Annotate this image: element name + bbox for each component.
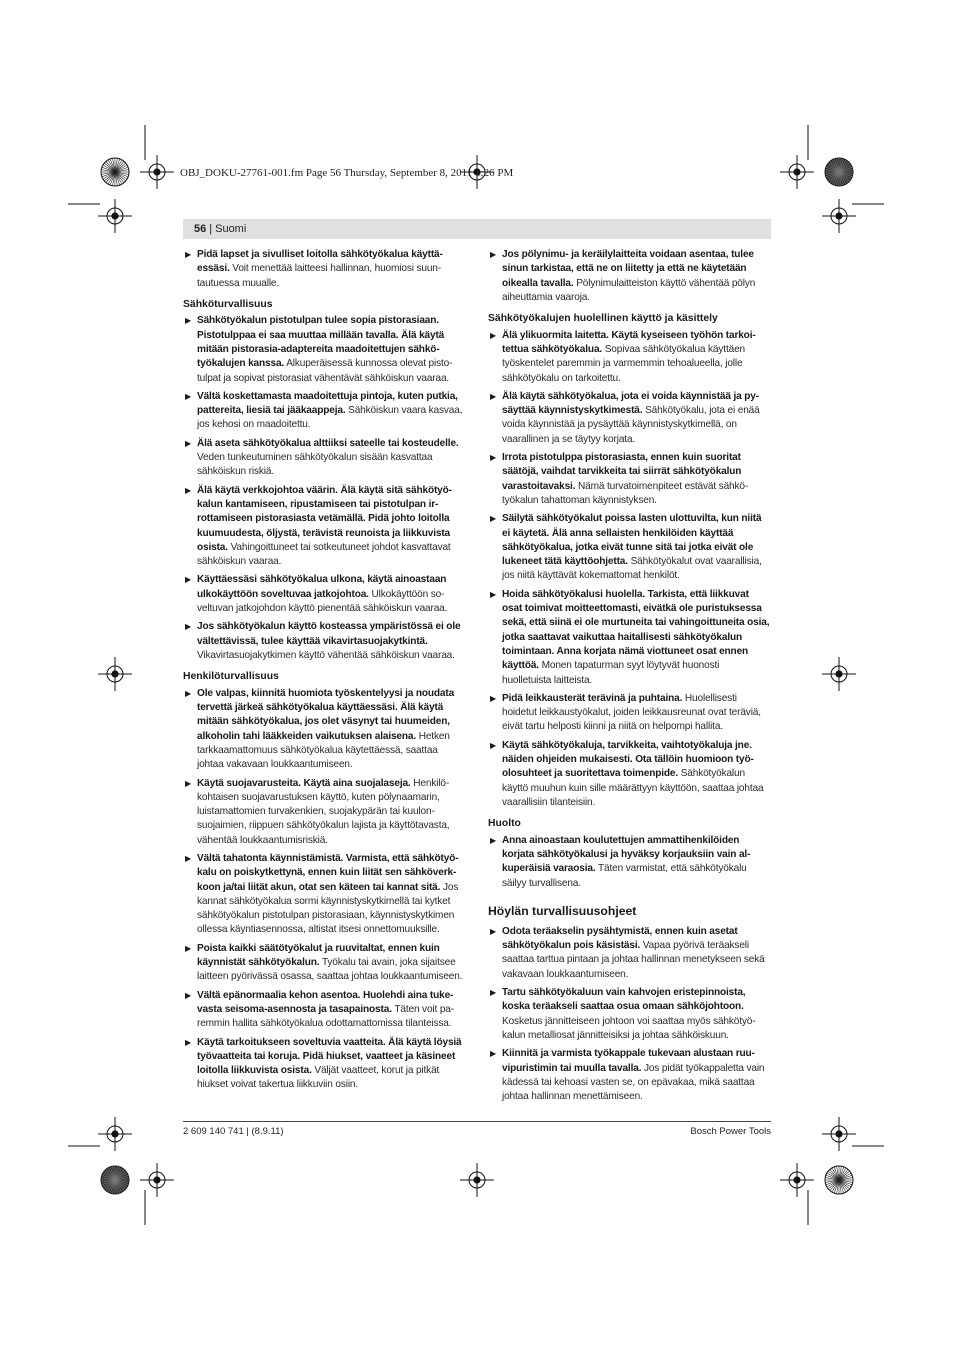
section-heading: Henkilöturvallisuus — [183, 671, 279, 683]
safety-instruction-item — [488, 739, 770, 810]
safety-instruction-item — [488, 248, 770, 305]
bullet-triangle-icon: ▶ — [185, 438, 192, 448]
safety-instruction-item — [488, 986, 770, 1043]
instruction-bold-text: Vältä koskettamasta maadoitettuja pintoja, kuten putkia, pattereita, liesiä tai jääkaappeja. — [197, 390, 458, 417]
instruction-explanation-text: Vikavirtasuojakytkimen käyttö vähentää sähköiskun vaaraa. — [197, 649, 455, 661]
bullet-triangle-icon: ▶ — [490, 589, 497, 599]
safety-instruction-item — [488, 1047, 770, 1104]
safety-instruction-item — [183, 248, 465, 291]
safety-instruction-item — [488, 588, 770, 688]
bullet-triangle-icon: ▶ — [490, 1049, 497, 1059]
header-language: Suomi — [215, 223, 247, 235]
instruction-explanation-text: Vahingoittuneet tai sotkeutuneet johdot kasvattavat sähköiskun vaaraa. — [197, 541, 451, 568]
footer-rule — [183, 1121, 771, 1122]
instruction-bold-text: Pidä leikkausterät terävinä ja puhtaina. — [502, 692, 683, 704]
instruction-explanation-text: Sopivaa sähkötyökalua käyttäen työskentelet paremmin ja varmemmin tehoalueella, jolle sähkötyökalu on tarkoitettu. — [502, 343, 745, 384]
instruction-explanation-text: Voit menettää laitteesi hallinnan, huomiosi suuntautuessa muualle. — [197, 263, 442, 289]
instruction-explanation-text: Veden tunkeutuminen sähkötyökalun sisään kasvattaa sähköiskun riskiä. — [197, 452, 433, 478]
instruction-explanation-text: Väljät vaatteet, korut ja pitkät hiukset voivat takertua liikkuviin osiin. — [197, 1065, 440, 1091]
bullet-triangle-icon: ▶ — [490, 453, 497, 463]
instruction-explanation-text: Nämä turvatoimenpiteet estävät sähkötyökalun tahattoman käynnistyksen. — [502, 480, 749, 506]
safety-instruction-item — [183, 390, 465, 433]
safety-instruction-item — [488, 692, 770, 735]
instruction-bold-text: Vältä epänormaalia kehon asentoa. Huolehdi aina tukevasta seisoma-asennosta ja tasapainosta. — [197, 989, 454, 1015]
safety-instruction-item — [488, 512, 770, 583]
instruction-bold-text: Käytä tarkoitukseen soveltuvia vaatteita. Älä käytä löysiä työvaatteita tai koruja. Pidä hiukset, vaatteet ja käsineet loitolla liikkuvista osista. — [197, 1036, 462, 1077]
instruction-bold-text: Hoida sähkötyökalusi huolella. Tarkista, että liikkuvat osat toimivat moitteettomasti, eivätkä ole puristuksessa sekä, että siinä ei ole murtuneita tai vahingoittuneita osia, jotka saattavat vaikuttaa haitallisesti sähkötyökalun toimintaan. Anna korjata nämä viottuneet osat ennen käyttöä. — [502, 588, 770, 672]
page-number: 56 — [194, 223, 207, 235]
section-heading: Sähköturvallisuus — [183, 298, 273, 310]
bullet-triangle-icon: ▶ — [490, 693, 497, 703]
instruction-bold-text: Jos pölynimu- ja keräilylaitteita voidaan asentaa, tulee sinun tarkistaa, että ne on liitetty ja että ne käytetään oikealla tavalla. — [502, 249, 754, 289]
bullet-triangle-icon: ▶ — [490, 926, 497, 936]
section-heading: Höylän turvallisuusohjeet — [488, 903, 637, 918]
bullet-triangle-icon: ▶ — [185, 316, 192, 326]
instruction-bold-text: Pidä lapset ja sivulliset loitolla sähkötyökalua käyttäessäsi. — [197, 249, 443, 275]
instruction-bold-text: Anna ainoastaan koulutettujen ammattihenkilöiden korjata sähkötyökalusi ja hyväksy korjauksiin vain alkuperäisiä varaosia. — [502, 834, 751, 875]
instruction-bold-text: Vältä tahatonta käynnistämistä. Varmista, että sähkötyökalu on poiskytkettynä, ennen kuin liität sen sähköverkkoon ja/tai liität akun, otat sen käteen tai kannat sitä. — [197, 852, 459, 893]
instruction-explanation-text: Hetken tarkkaamattomuus sähkötyökalua käytettäessä, saattaa johtaa vakavaan loukkaantumiseen. — [197, 730, 450, 771]
footer-brand: Bosch Power Tools — [690, 1126, 771, 1137]
right-column — [488, 248, 770, 1108]
safety-instruction-item — [488, 925, 770, 982]
bullet-triangle-icon: ▶ — [490, 988, 497, 998]
instruction-explanation-text: Vapaa pyörivä teräakseli saattaa tarttua pintaan ja johtaa hallinnan menetykseen sekä vakavaan loukkaantumiseen. — [502, 940, 765, 980]
safety-instruction-item — [183, 777, 465, 848]
instruction-explanation-text: Jos pidät työkappaletta vain kädessä tai kehoasi vasten se, on epävakaa, mikä saattaa johtaa hallinnan menettämiseen. — [502, 1062, 765, 1103]
instruction-bold-text: Jos sähkötyökalun käyttö kosteassa ympäristössä ei ole vältettävissä, tulee käyttää vikavirtasuojakytkintä. — [197, 621, 461, 647]
bullet-triangle-icon: ▶ — [185, 943, 192, 953]
bullet-triangle-icon: ▶ — [490, 250, 497, 259]
safety-instruction-item — [183, 989, 465, 1032]
instruction-explanation-text: Henkilökohtaisen suojavarustuksen käyttö, kuten pölynaamarin, luistamattomien turvakenkien, suojakypärän tai kuulonsuojaimien, riippuen sähkötyökalun lajista ja käyttötavasta, vähentää loukkaantumisriskiä. — [197, 777, 450, 846]
instruction-explanation-text: Sähköiskun vaara kasvaa, jos kehosi on maadoitettu. — [197, 405, 463, 431]
instruction-bold-text: Kiinnitä ja varmista työkappale tukevaan alustaan ruuvipuristimin tai muulla tavalla. — [502, 1048, 755, 1074]
instruction-bold-text: Käyttäessäsi sähkötyökalua ulkona, käytä ainoastaan ulkokäyttöön soveltuvaa jatkojohtoa. — [197, 574, 447, 600]
instruction-explanation-text: Sähkötyökalu, jota ei enää voida käynnistää ja pysäyttää käynnistyskytkimellä, on vaarallinen ja se täytyy korjata. — [502, 405, 760, 445]
instruction-bold-text: Älä käytä sähkötyökalua, jota ei voida käynnistää ja pysäyttää käynnistyskytkimestä. — [502, 390, 760, 417]
instruction-bold-text: Odota teräakselin pysähtymistä, ennen kuin asetat sähkötyökalun pois käsistäsi. — [502, 925, 738, 952]
instruction-explanation-text: Täten varmistat, että sähkötyökalu säilyy turvallisena. — [502, 863, 747, 889]
bullet-triangle-icon: ▶ — [185, 250, 192, 259]
instruction-explanation-text: Jos kannat sähkötyökalua sormi käynnistyskytkimellä tai kytket sähkötyökalun pistotulpan pistorasiaan, käynnistyskytkimen ollessa käyntiasennossa, altistat itsesi onnettomuuksille. — [197, 881, 459, 936]
instruction-bold-text: Ole valpas, kiinnitä huomiota työskentelyysi ja noudata tervettä järkeä sähkötyökalua käyttäessäsi. Älä käytä mitään sähkötyökalua, jos olet väsynyt tai huumeiden, alkoholin tahi lääkkeiden vaikutuksen alaisena. — [197, 687, 455, 742]
instruction-bold-text: Tartu sähkötyökaluun vain kahvojen eristepinnoista, koska teräakseli saattaa osua omaan sähköjohtoon. — [502, 987, 746, 1013]
bullet-triangle-icon: ▶ — [185, 622, 192, 632]
instruction-bold-text: Älä aseta sähkötyökalua alttiiksi sateelle tai kosteudelle. — [197, 437, 459, 449]
instruction-explanation-text: Pölynimulaitteiston käyttö vähentää pölyn aiheuttamia vaaroja. — [502, 277, 756, 303]
safety-instruction-item — [488, 834, 770, 891]
instruction-explanation-text: Sähkötyökalun käyttö muuhun kuin sille määrättyyn käyttöön, saattaa johtaa vaarallisiin tilanteisiin. — [502, 768, 764, 808]
instruction-explanation-text: Huolellisesti hoidetut leikkaustyökalut, joiden leikkausreunat ovat teräviä, eivät tartu helposti kiinni ja niitä on helpompi hallita. — [502, 692, 761, 733]
bullet-triangle-icon: ▶ — [185, 990, 192, 1000]
bullet-triangle-icon: ▶ — [185, 853, 192, 863]
safety-instruction-item — [183, 852, 465, 938]
safety-instruction-item — [183, 687, 465, 773]
page-header — [183, 219, 771, 239]
safety-instruction-item — [183, 573, 465, 616]
bullet-triangle-icon: ▶ — [185, 1037, 192, 1047]
bullet-triangle-icon: ▶ — [185, 485, 192, 495]
safety-instruction-item — [488, 451, 770, 508]
instruction-bold-text: Käytä suojavarusteita. Käytä aina suojalaseja. — [197, 777, 411, 789]
instruction-bold-text: Irrota pistotulppa pistorasiasta, ennen kuin suoritat säätöjä, vaihdat tarvikkeita tai siirrät sähkötyökalun varastoitavaksi. — [502, 452, 742, 492]
bullet-triangle-icon: ▶ — [490, 330, 497, 340]
instruction-explanation-text: Monen tapaturman syyt löytyvät huonosti huolletuista laitteista. — [502, 660, 720, 686]
section-heading: Huolto — [488, 818, 521, 830]
bullet-triangle-icon: ▶ — [185, 688, 192, 698]
safety-instruction-item — [488, 390, 770, 447]
instruction-bold-text: Käytä sähkötyökaluja, tarvikkeita, vaihtotyökaluja jne. näiden ohjeiden mukaisesti. Ota tällöin huomioon työolosuhteet ja suoritettava toimenpide. — [502, 739, 754, 780]
instruction-bold-text: Sähkötyökalun pistotulpan tulee sopia pistorasiaan. Pistotulppaa ei saa muuttaa millään tavalla. Älä käytä mitään pistorasia-adaptereita maadoitettujen sähkötyökalujen kanssa. — [197, 315, 445, 370]
bullet-triangle-icon: ▶ — [490, 835, 497, 845]
instruction-explanation-text: Alkuperäisessä kunnossa olevat pistotulpat ja sopivat pistorasiat vähentävät sähköiskun vaaraa. — [197, 358, 453, 384]
safety-instruction-item — [183, 1036, 465, 1093]
safety-instruction-item — [183, 942, 465, 985]
instruction-bold-text: Älä käytä verkkojohtoa väärin. Älä käytä sitä sähkötyökalun kantamiseen, ripustamiseen tai pistotulpan irrottamiseen pistorasiasta vetämällä. Pidä johto loitolla kuumuudesta, öljystä, terävistä reunoista ja liikkuvista osista. — [197, 484, 453, 553]
print-slug: OBJ_DOKU-27761-001.fm Page 56 Thursday, September 8, 2011 4:26 PM — [180, 167, 514, 179]
instruction-explanation-text: Ulkokäyttöön soveltuvan jatkojohdon käyttö pienentää sähköiskun vaaraa. — [197, 588, 448, 615]
instruction-explanation-text: Täten voit paremmin hallita sähkötyökalua odottamattomissa tilanteissa. — [197, 1003, 455, 1030]
footer-part-number: 2 609 140 741 | (8.9.11) — [183, 1126, 284, 1137]
bullet-triangle-icon: ▶ — [490, 514, 497, 524]
safety-instruction-item — [183, 620, 465, 663]
instruction-explanation-text: Työkalu tai avain, joka sijaitsee laitteen pyörivässä osassa, saattaa johtaa loukkaantumiseen. — [197, 957, 463, 983]
instruction-bold-text: Älä ylikuormita laitetta. Käytä kyseiseen työhön tarkoitettua sähkötyökalua. — [502, 329, 756, 355]
safety-instruction-item — [183, 484, 465, 570]
instruction-bold-text: Poista kaikki säätötyökalut ja ruuvitaltat, ennen kuin käynnistät sähkötyökalun. — [197, 942, 440, 969]
safety-instruction-item — [488, 329, 770, 386]
safety-instruction-item — [183, 314, 465, 385]
bullet-triangle-icon: ▶ — [490, 740, 497, 750]
left-column — [183, 248, 465, 1097]
bullet-triangle-icon: ▶ — [185, 778, 192, 788]
instruction-bold-text: Säilytä sähkötyökalut poissa lasten ulottuvilta, kun niitä ei käytetä. Älä anna sellaisten henkilöiden käyttää sähkötyökalua, jotka eivät tunne sitä tai jotka eivät ole lukeneet tätä käyttöohjetta. — [502, 513, 762, 568]
bullet-triangle-icon: ▶ — [185, 391, 192, 401]
bullet-triangle-icon: ▶ — [185, 575, 192, 585]
instruction-explanation-text: Sähkötyökalut ovat vaarallisia, jos niitä käyttävät kokemattomat henkilöt. — [502, 556, 762, 582]
safety-instruction-item — [183, 437, 465, 480]
section-heading: Sähkötyökalujen huolellinen käyttö ja käsittely — [488, 313, 718, 325]
instruction-explanation-text: Kosketus jännitteiseen johtoon voi saattaa myös sähkötyökalun metalliosat jännitteisiksi ja johtaa sähköiskuun. — [502, 1015, 756, 1041]
bullet-triangle-icon: ▶ — [490, 391, 497, 401]
header-separator: | — [209, 223, 213, 235]
